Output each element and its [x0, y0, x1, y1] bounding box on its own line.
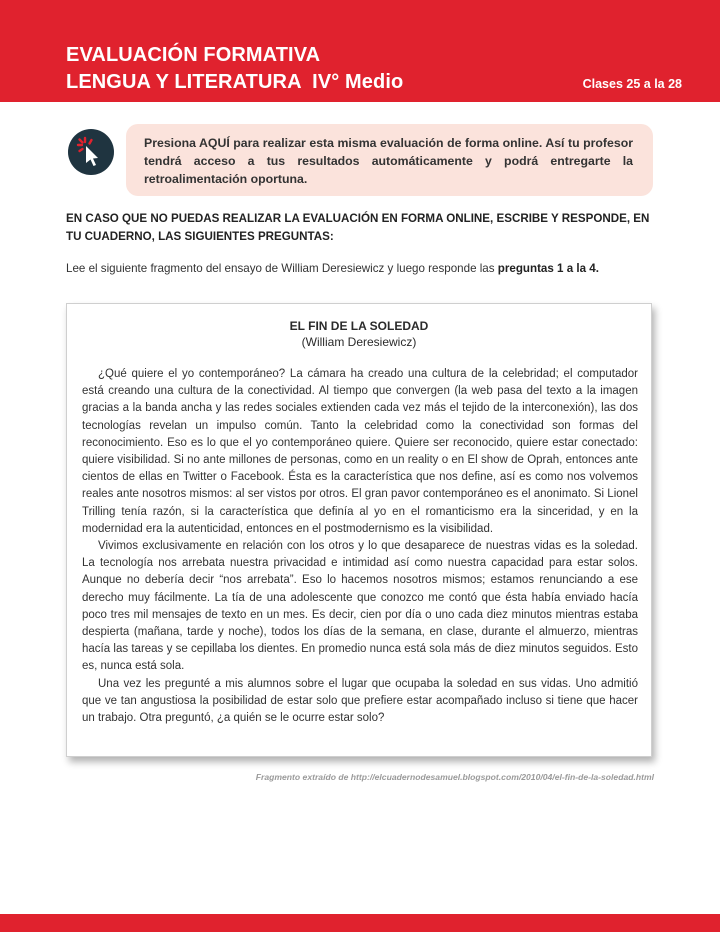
- reading-instruction: [66, 260, 666, 278]
- source-citation: Fragmento extraído de http://elcuadernodesamuel.blogspot.com/2010/04/el-fin-de-la-soledad.html: [255, 772, 654, 782]
- title-line-1: EVALUACIÓN FORMATIVA: [66, 44, 321, 66]
- reading-instruction-text: Lee el siguiente fragmento del ensayo de William Deresiewicz y luego responde las: [66, 262, 498, 275]
- essay-title: EL FIN DE LA SOLEDAD: [289, 319, 429, 333]
- classes-label: Clases 25 a la 28: [582, 77, 682, 91]
- cursor-click-icon[interactable]: [68, 129, 114, 175]
- header-banner: [0, 0, 720, 102]
- page-title: [66, 42, 403, 96]
- essay-paragraph-3: Una vez les pregunté a mis alumnos sobre el lugar que ocupaba la soledad en sus vidas. Uno admitió que ve tan angustiosa la posibilidad de estar solo que prefiere estar acompañado incluso si tiene que hacer un trabajo. Otra preguntó, ¿a quién se le ocurre estar solo?: [82, 677, 638, 725]
- title-line-2: LENGUA Y LITERATURA IV° Medio: [66, 71, 404, 93]
- offline-instructions: EN CASO QUE NO PUEDAS REALIZAR LA EVALUACIÓN EN FORMA ONLINE, ESCRIBE Y RESPONDE, EN TU CUADERNO, LAS SIGUIENTES PREGUNTAS:: [66, 212, 650, 243]
- essay-author: (William Deresiewicz): [301, 335, 417, 349]
- online-evaluation-callout[interactable]: [126, 124, 653, 196]
- essay-body: [82, 366, 638, 727]
- essay-excerpt-box: [66, 303, 652, 757]
- essay-paragraph-2: Vivimos exclusivamente en relación con los otros y lo que desaparece de nuestras vidas es la soledad. La tecnología nos arrebata nuestra privacidad e intimidad así como nuestra capacidad para estar solos. Aunque no debería decir “nos arrebata”. Eso lo hacemos nosotros mismos; estamos renunciando a ese derecho muy fácilmente. La tía de una adolescente que conozco me contó que ésta había enviado hacía poco tres mil mensajes de texto en un mes. Es decir, cien por día o uno cada diez minutos mientras estaba despierta (mañana, tarde y noche), todos los días de la semana, en clase, durante el almuerzo, mientras hacía las tareas y se cepillaba los dientes. En promedio nunca está sola más de diez minutos seguidos. Esto es, nunca está sola.: [82, 540, 638, 673]
- reading-instruction-questions: preguntas 1 a la 4.: [497, 262, 599, 275]
- footer-bar: [0, 914, 720, 932]
- essay-paragraph-1: ¿Qué quiere el yo contemporáneo? La cámara ha creado una cultura de la celebridad; el computador está creando una cultura de la conectividad. Al tiempo que convergen (la web pasa del texto a la imagen gracias a la banda ancha y las redes sociales extienden cada vez más el tejido de la interconexión), las dos tecnologías revelan un impulso común. Tanto la celebridad como la conectividad son formas del reconocimiento. Eso es lo que el yo contemporáneo quiere. Quiere ser reconocido, quiere estar conectado: quiere visibilidad. Si no ante millones de personas, como en un reality o en El show de Oprah, entonces ante cientos de ellas en Twitter o Facebook. Ésta es la característica que nos define, así es como nos volvemos reales ante nosotros mismos: al ser vistos por otros. El gran pavor contemporáneo es el anonimato. Si Lionel Trilling tenía razón, si la característica que definía al yo en el romanticismo era la sinceridad, y en la modernidad era la autenticidad, entonces en el postmodernismo es la visibilidad.: [82, 368, 638, 535]
- online-evaluation-text: Presiona AQUÍ para realizar esta misma evaluación de forma online. Así tu profesor tendrá acceso a tus resultados automáticamente y podrá entregarte la retroalimentación oportuna.: [144, 136, 633, 186]
